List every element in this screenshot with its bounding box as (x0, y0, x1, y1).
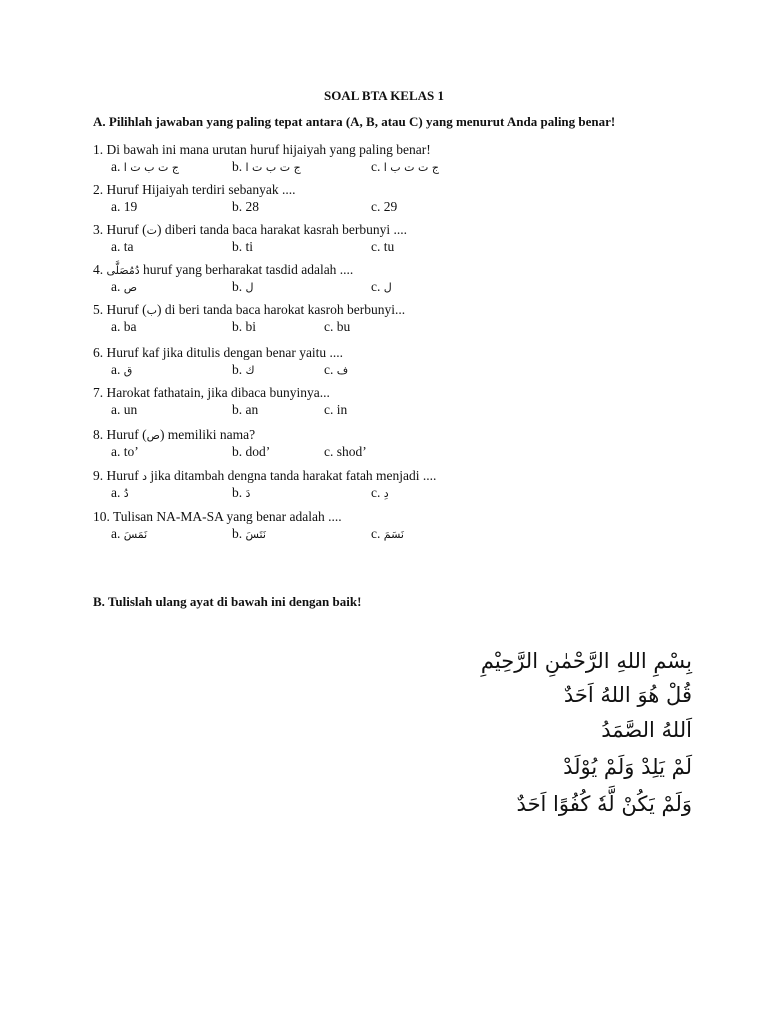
question-text-pre: 10. Tulisan NA-MA-SA yang benar adalah .... (93, 509, 342, 524)
option-b (232, 443, 270, 460)
option-a (111, 401, 137, 418)
question-text-post: ) memiliki nama? (159, 427, 256, 442)
option-c (324, 443, 367, 460)
option-c-label: c. (324, 362, 337, 377)
option-a-label: a. to’ (111, 444, 139, 459)
question-text-post: huruf yang berharakat tasdid adalah .... (139, 262, 354, 277)
option-b (232, 278, 254, 296)
option-a (111, 198, 137, 215)
option-b-arabic: دَ (245, 487, 251, 500)
question-4 (93, 261, 693, 295)
question-text-pre: 3. Huruf ( (93, 222, 147, 237)
question-arabic: ص (146, 429, 160, 442)
question-10 (93, 508, 693, 542)
option-a-arabic: ص (123, 281, 138, 294)
option-b-label: b. (232, 279, 246, 294)
option-c-arabic: ف (336, 364, 349, 377)
option-a-label: a. (111, 279, 124, 294)
option-c-label: c. (371, 526, 384, 541)
options-row (93, 361, 693, 378)
option-c (371, 525, 404, 543)
option-b (232, 318, 256, 335)
option-c-arabic: ج ت ت ب ا (383, 161, 439, 174)
ayat-line-1: بِسْمِ اللهِ الرَّحْمٰنِ الرَّحِيْمِ (480, 649, 692, 673)
option-c-label: c. in (324, 402, 348, 417)
question-arabic: ت (146, 224, 157, 237)
option-c-label: c. shod’ (324, 444, 367, 459)
option-a (111, 318, 136, 335)
question-text (93, 384, 693, 401)
options-row (93, 238, 693, 255)
option-c (371, 484, 389, 502)
option-a-arabic: دُ (123, 487, 129, 500)
options-row (93, 401, 693, 418)
question-text-pre: 8. Huruf ( (93, 427, 147, 442)
question-text (93, 426, 693, 443)
option-b-label: b. ti (232, 239, 254, 254)
option-c-arabic: دِ (383, 487, 389, 500)
option-a-label: a. (111, 159, 124, 174)
option-b (232, 198, 259, 215)
option-c-label: c. (371, 279, 384, 294)
options-row (93, 158, 693, 175)
question-arabic: دُمُصَلَّى (106, 264, 140, 277)
option-b-label: b. bi (232, 319, 257, 334)
option-b-label: b. (232, 485, 246, 500)
options-row (93, 443, 693, 460)
question-text-post: jika ditambah dengna tanda harakat fatah menjadi .... (147, 468, 437, 483)
question-7 (93, 384, 693, 418)
question-8 (93, 426, 693, 460)
question-text (93, 508, 693, 525)
question-text (93, 181, 693, 198)
section-b-heading: B. Tulislah ulang ayat di bawah ini dengan baik! (93, 594, 362, 609)
question-text (93, 301, 693, 318)
option-a-label: a. (111, 362, 124, 377)
question-arabic: ب (146, 304, 157, 317)
question-text-pre: 6. Huruf kaf jika ditulis dengan benar yaitu .... (93, 345, 344, 360)
ayat-line-2: قُلْ هُوَ اللهُ اَحَدٌ (563, 683, 692, 707)
options-row (93, 278, 693, 295)
question-text-pre: 4. (93, 262, 107, 277)
question-text-pre: 2. Huruf Hijaiyah terdiri sebanyak .... (93, 182, 296, 197)
option-b-arabic: ج ت ب ت ا (245, 161, 301, 174)
option-a-arabic: نَمَسَ (123, 528, 148, 541)
option-b-label: b. (232, 526, 246, 541)
option-b-arabic: نَتَسَ (245, 528, 266, 541)
question-text-pre: 5. Huruf ( (93, 302, 147, 317)
question-text-pre: 9. Huruf (93, 468, 143, 483)
option-c-label: c. tu (371, 239, 395, 254)
option-a (111, 361, 132, 379)
section-a-heading: A. Pilihlah jawaban yang paling tepat antara (A, B, atau C) yang menurut Anda paling benar! (93, 114, 616, 129)
question-text (93, 261, 693, 278)
ayat-line-5: وَلَمْ يَكُنْ لَّهٗ كُفُوًا اَحَدٌ (516, 792, 692, 816)
option-a (111, 525, 147, 543)
option-c-label: c. 29 (371, 199, 398, 214)
question-1 (93, 141, 693, 175)
options-row (93, 318, 693, 335)
option-a (111, 443, 139, 460)
question-arabic: د (142, 470, 148, 483)
option-c (371, 278, 392, 296)
option-a-arabic: ق (123, 364, 133, 377)
option-b-arabic: ك (245, 364, 255, 377)
ayat-line-3: اَللهُ الصَّمَدُ (601, 718, 692, 742)
option-a-label: a. ta (111, 239, 134, 254)
option-a (111, 484, 129, 502)
option-c-arabic: نَسَمَ (383, 528, 404, 541)
question-6 (93, 344, 693, 378)
question-2 (93, 181, 693, 215)
options-row (93, 198, 693, 215)
question-text-pre: 1. Di bawah ini mana urutan huruf hijaiyah yang paling benar! (93, 142, 431, 157)
option-c (371, 238, 394, 255)
question-text (93, 141, 693, 158)
option-c (324, 401, 347, 418)
option-b (232, 525, 266, 543)
option-b-arabic: ل (245, 281, 254, 294)
option-c (324, 318, 350, 335)
option-b-label: b. (232, 362, 246, 377)
option-a-label: a. 19 (111, 199, 138, 214)
option-b-label: b. (232, 159, 246, 174)
question-text-post: ) diberi tanda baca harakat kasrah berbunyi .... (156, 222, 407, 237)
ayat-line-4: لَمْ يَلِدْ وَلَمْ يُوْلَدْ (563, 755, 692, 779)
option-a (111, 158, 179, 176)
option-b (232, 361, 255, 379)
question-9 (93, 467, 693, 501)
option-c-label: c. (371, 159, 384, 174)
option-a-label: a. ba (111, 319, 137, 334)
option-c-label: c. bu (324, 319, 351, 334)
option-a (111, 238, 134, 255)
question-5 (93, 301, 693, 335)
question-text-pre: 7. Harokat fathatain, jika dibaca bunyinya... (93, 385, 330, 400)
option-b (232, 238, 253, 255)
option-b (232, 401, 258, 418)
option-a-label: a. (111, 485, 124, 500)
options-row (93, 525, 693, 542)
options-row (93, 484, 693, 501)
question-3 (93, 221, 693, 255)
option-a-arabic: ج ت ب ت ا (123, 161, 179, 174)
page-title: SOAL BTA KELAS 1 (323, 88, 445, 103)
option-c (371, 198, 397, 215)
option-c (324, 361, 348, 379)
option-b-label: b. 28 (232, 199, 259, 214)
option-a-label: a. un (111, 402, 138, 417)
question-text (93, 344, 693, 361)
option-a-label: a. (111, 526, 124, 541)
option-b (232, 484, 250, 502)
option-b-label: b. an (232, 402, 259, 417)
option-c-arabic: ل (383, 281, 392, 294)
option-c-label: c. (371, 485, 384, 500)
option-b-label: b. dod’ (232, 444, 271, 459)
question-text (93, 221, 693, 238)
question-text-post: ) di beri tanda baca harokat kasroh berbunyi... (156, 302, 406, 317)
option-a (111, 278, 137, 296)
option-c (371, 158, 439, 176)
question-text (93, 467, 693, 484)
option-b (232, 158, 301, 176)
